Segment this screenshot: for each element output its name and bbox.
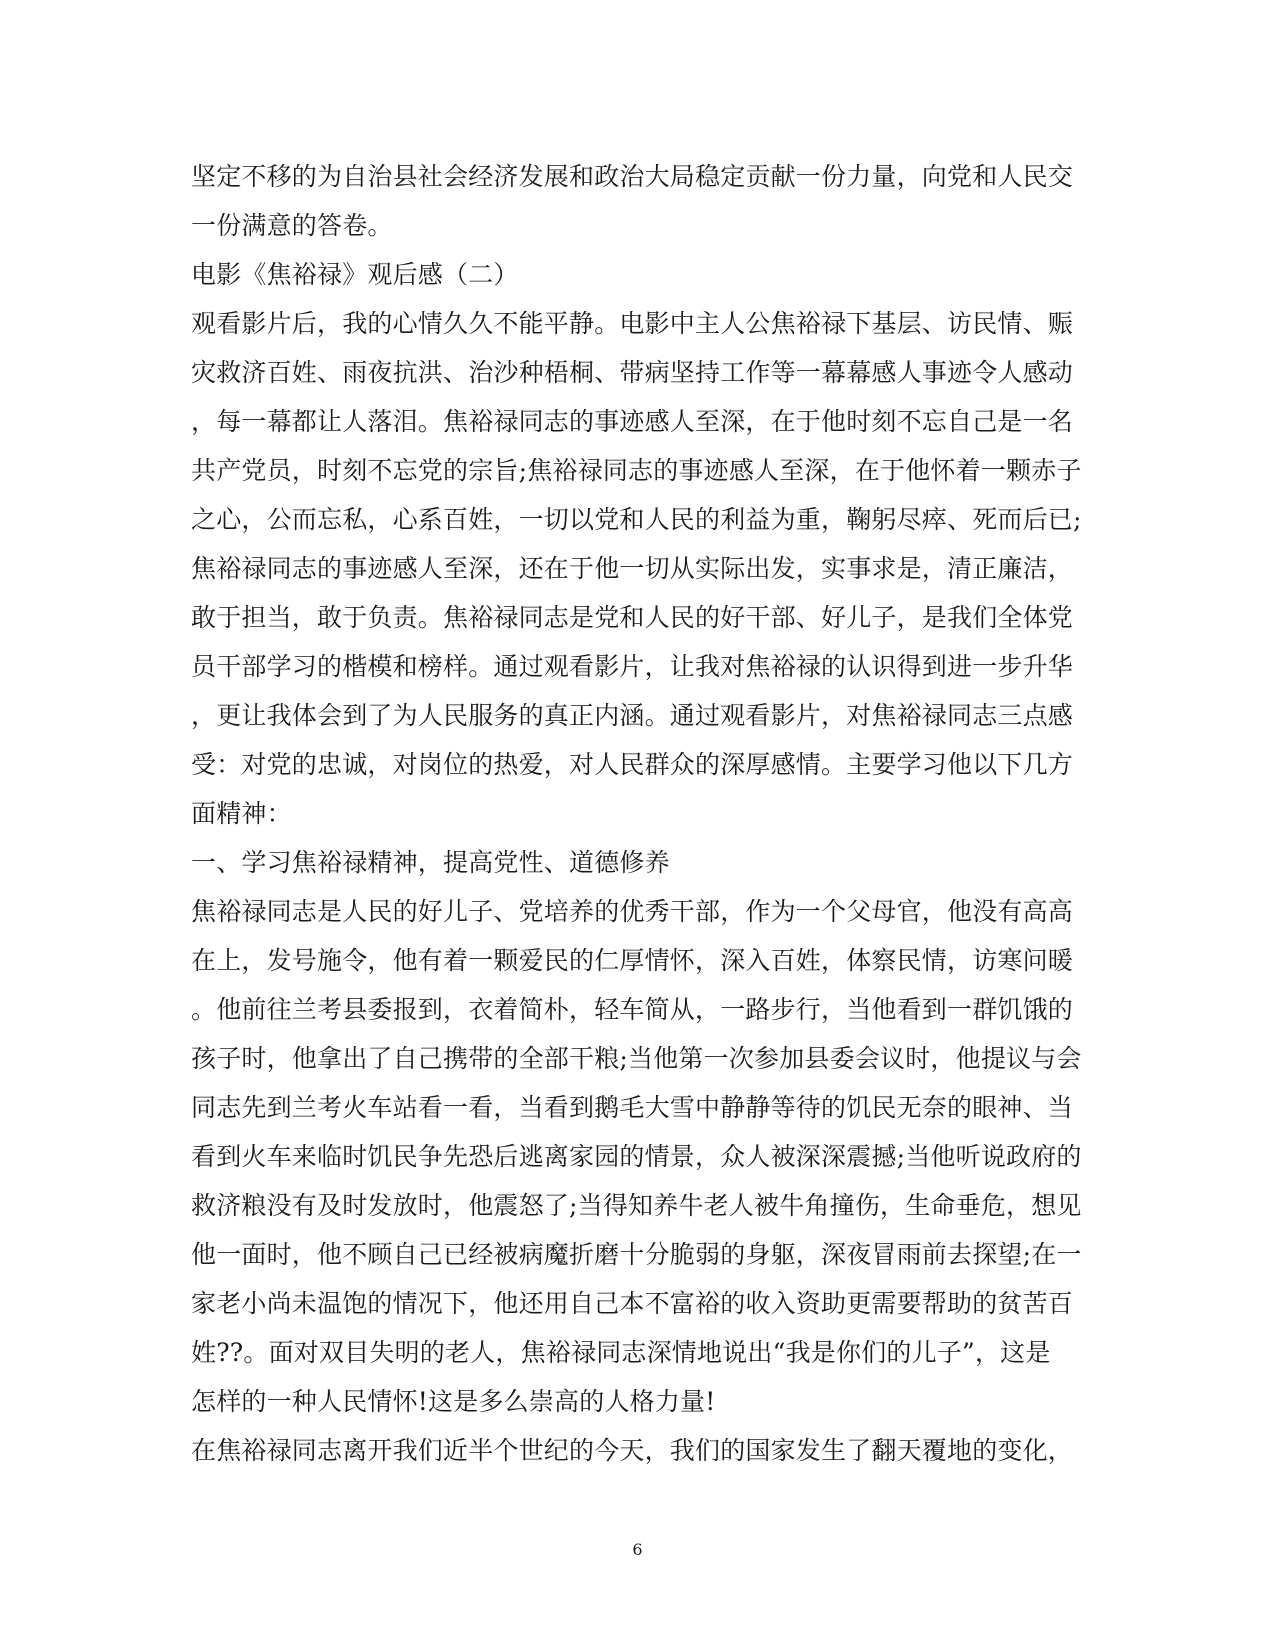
document-body — [191, 152, 1082, 1475]
text-line: 同志先到兰考火车站看一看，当看到鹅毛大雪中静静等待的饥民无奈的眼神、当 — [191, 1093, 1074, 1122]
text-line: 共产党员，时刻不忘党的宗旨;焦裕禄同志的事迹感人至深，在于他怀着一颗赤子 — [191, 456, 1082, 485]
text-line: 在上，发号施令，他有着一颗爱民的仁厚情怀，深入百姓，体察民情，访寒问暖 — [191, 946, 1074, 975]
page-number: 6 — [632, 1540, 643, 1559]
section-heading: 一、学习焦裕禄精神，提高党性、道德修养 — [191, 848, 670, 877]
text-line: 观看影片后，我的心情久久不能平静。电影中主人公焦裕禄下基层、访民情、赈 — [191, 309, 1074, 338]
text-line: 救济粮没有及时发放时，他震怒了;当得知养牛老人被牛角撞伤，生命垂危，想见 — [191, 1191, 1082, 1220]
text-line: ，每一幕都让人落泪。焦裕禄同志的事迹感人至深，在于他时刻不忘自己是一名 — [191, 407, 1074, 436]
text-line: 孩子时，他拿出了自己携带的全部干粮;当他第一次参加县委会议时，他提议与会 — [191, 1044, 1082, 1073]
text-line: 灾救济百姓、雨夜抗洪、治沙种梧桐、带病坚持工作等一幕幕感人事迹令人感动 — [191, 358, 1074, 387]
text-line: 。他前往兰考县委报到，衣着简朴，轻车简从，一路步行，当他看到一群饥饿的 — [191, 995, 1074, 1024]
text-line: 一份满意的答卷。 — [191, 211, 393, 240]
text-line: 他一面时，他不顾自己已经被病魔折磨十分脆弱的身躯，深夜冒雨前去探望;在一 — [191, 1240, 1082, 1269]
text-line: 看到火车来临时饥民争先恐后逃离家园的情景，众人被深深震撼;当他听说政府的 — [191, 1142, 1082, 1171]
text-line: 怎样的一种人民情怀!这是多么崇高的人格力量! — [191, 1387, 716, 1416]
text-line: 坚定不移的为自治县社会经济发展和政治大局稳定贡献一份力量，向党和人民交 — [191, 162, 1074, 191]
text-line: 之心，公而忘私，心系百姓，一切以党和人民的利益为重，鞠躬尽瘁、死而后已; — [191, 505, 1082, 534]
text-line: 家老小尚未温饱的情况下，他还用自己本不富裕的收入资助更需要帮助的贫苦百 — [191, 1289, 1074, 1318]
text-line: 员干部学习的楷模和榜样。通过观看影片，让我对焦裕禄的认识得到进一步升华 — [191, 652, 1074, 681]
text-line: 面精神： — [191, 799, 292, 828]
text-line: 姓??。面对双目失明的老人，焦裕禄同志深情地说出“我是你们的儿子”，这是 — [191, 1338, 1051, 1367]
section-heading: 电影《焦裕禄》观后感（二） — [191, 260, 519, 289]
text-line: 焦裕禄同志是人民的好儿子、党培养的优秀干部，作为一个父母官，他没有高高 — [191, 897, 1074, 926]
text-line: 受：对党的忠诚，对岗位的热爱，对人民群众的深厚感情。主要学习他以下几方 — [191, 750, 1074, 779]
text-line: 敢于担当，敢于负责。焦裕禄同志是党和人民的好干部、好儿子，是我们全体党 — [191, 603, 1074, 632]
text-line: 在焦裕禄同志离开我们近半个世纪的今天，我们的国家发生了翻天覆地的变化， — [191, 1436, 1074, 1465]
text-line: ，更让我体会到了为人民服务的真正内涵。通过观看影片，对焦裕禄同志三点感 — [191, 701, 1074, 730]
text-line: 焦裕禄同志的事迹感人至深，还在于他一切从实际出发，实事求是，清正廉洁， — [191, 554, 1074, 583]
